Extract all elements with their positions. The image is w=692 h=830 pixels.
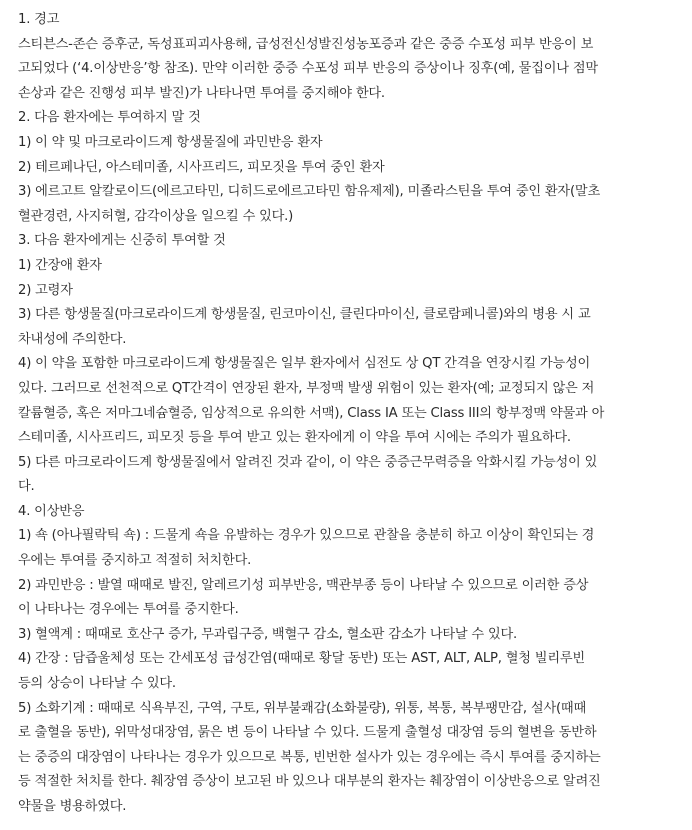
text-line: 2) 고령자 [18, 282, 73, 298]
text-line: 등의 상승이 나타날 수 있다. [18, 676, 176, 692]
text-line: 고되었다 (‘4.이상반응’항 참조). 만약 이러한 중증 수포성 피부 반응의 증상이나 징후(예, 물집이나 점막 [18, 61, 598, 77]
text-line: 칼륨혈증, 혹은 저마그네슘혈증, 임상적으로 유의한 서맥), Class IA 또는 Class III의 항부정맥 약물과 아 [18, 405, 605, 421]
text-line: 3) 혈액계 : 때때로 호산구 증가, 무과립구증, 백혈구 감소, 혈소판 감소가 나타날 수 있다. [18, 626, 518, 642]
text-line: 스티븐스-존슨 증후군, 독성표피괴사용해, 급성전신성발진성농포증과 같은 중증 수포성 피부 반응이 보 [18, 36, 594, 52]
text-line: 3) 다른 항생물질(마크로라이드계 항생물질, 린코마이신, 클린다마이신, 클로람페니콜)와의 병용 시 교 [18, 307, 591, 323]
text-line: 차내성에 주의한다. [18, 331, 127, 347]
text-line: 스테미졸, 시사프리드, 피모짓 등을 투여 받고 있는 환자에게 이 약을 투여 시에는 주의가 필요하다. [18, 430, 571, 446]
text-line: 2) 과민반응 : 발열 때때로 발진, 알레르기성 피부반응, 맥관부종 등이 나타날 수 있으므로 이러한 증상 [18, 577, 589, 593]
drug-label-document [18, 8, 678, 820]
text-line: 혈관경련, 사지허혈, 감각이상을 일으킬 수 있다.) [18, 208, 294, 224]
text-line: 로 출혈을 동반), 위막성대장염, 묽은 변 등이 나타날 수 있다. 드물게 출혈성 대장염 등의 혈변을 동반하 [18, 725, 597, 741]
section-heading-contraindications: 2. 다음 환자에는 투여하지 말 것 [18, 110, 201, 126]
text-line: 있다. 그러므로 선천적으로 QT간격이 연장된 환자, 부정맥 발생 위험이 있는 환자(예; 교정되지 않은 저 [18, 380, 595, 396]
text-line: 손상과 같은 진행성 피부 발진)가 나타나면 투여를 중지해야 한다. [18, 85, 385, 101]
text-line: 4) 이 약을 포함한 마크로라이드계 항생물질은 일부 환자에서 심전도 상 QT 간격을 연장시킬 가능성이 [18, 356, 591, 372]
text-line: 다. [18, 479, 35, 495]
section-heading-adverse-reactions: 4. 이상반응 [18, 503, 85, 519]
text-line: 4) 간장 : 담즙울체성 또는 간세포성 급성간염(때때로 황달 동반) 또는 AST, ALT, ALP, 혈청 빌리루빈 [18, 651, 585, 667]
text-line: 우에는 투여를 중지하고 적절히 처치한다. [18, 553, 252, 569]
text-line: 는 중증의 대장염이 나타나는 경우가 있으므로 복통, 빈번한 설사가 있는 경우에는 즉시 투여를 중지하는 [18, 749, 601, 765]
text-line: 1) 쇽 (아나필락틱 쇽) : 드물게 쇽을 유발하는 경우가 있으므로 관찰을 충분히 하고 이상이 확인되는 경 [18, 528, 595, 544]
text-line: 5) 소화기계 : 때때로 식욕부진, 구역, 구토, 위부불쾌감(소화불량), 위통, 복통, 복부팽만감, 설사(때때 [18, 700, 587, 716]
text-line: 등 적절한 처치를 한다. 췌장염 증상이 보고된 바 있으나 대부분의 환자는 췌장염이 이상반응으로 알려진 [18, 774, 601, 790]
text-line: 이 나타나는 경우에는 투여를 중지한다. [18, 602, 239, 618]
text-line: 1) 이 약 및 마크로라이드계 항생물질에 과민반응 환자 [18, 134, 323, 150]
section-heading-precautions: 3. 다음 환자에게는 신중히 투여할 것 [18, 233, 226, 249]
text-line: 약물을 병용하였다. [18, 799, 127, 814]
text-line: 2) 테르페나딘, 아스테미졸, 시사프리드, 피모짓을 투여 중인 환자 [18, 159, 385, 175]
text-line: 1) 간장애 환자 [18, 257, 102, 273]
text-line: 3) 에르고트 알칼로이드(에르고타민, 디히드로에르고타민 함유제제), 미졸라스틴을 투여 중인 환자(말초 [18, 184, 600, 200]
section-heading-warning: 1. 경고 [18, 12, 60, 27]
text-line: 5) 다른 마크로라이드계 항생물질에서 알려진 것과 같이, 이 약은 중증근무력증을 악화시킬 가능성이 있 [18, 454, 598, 470]
